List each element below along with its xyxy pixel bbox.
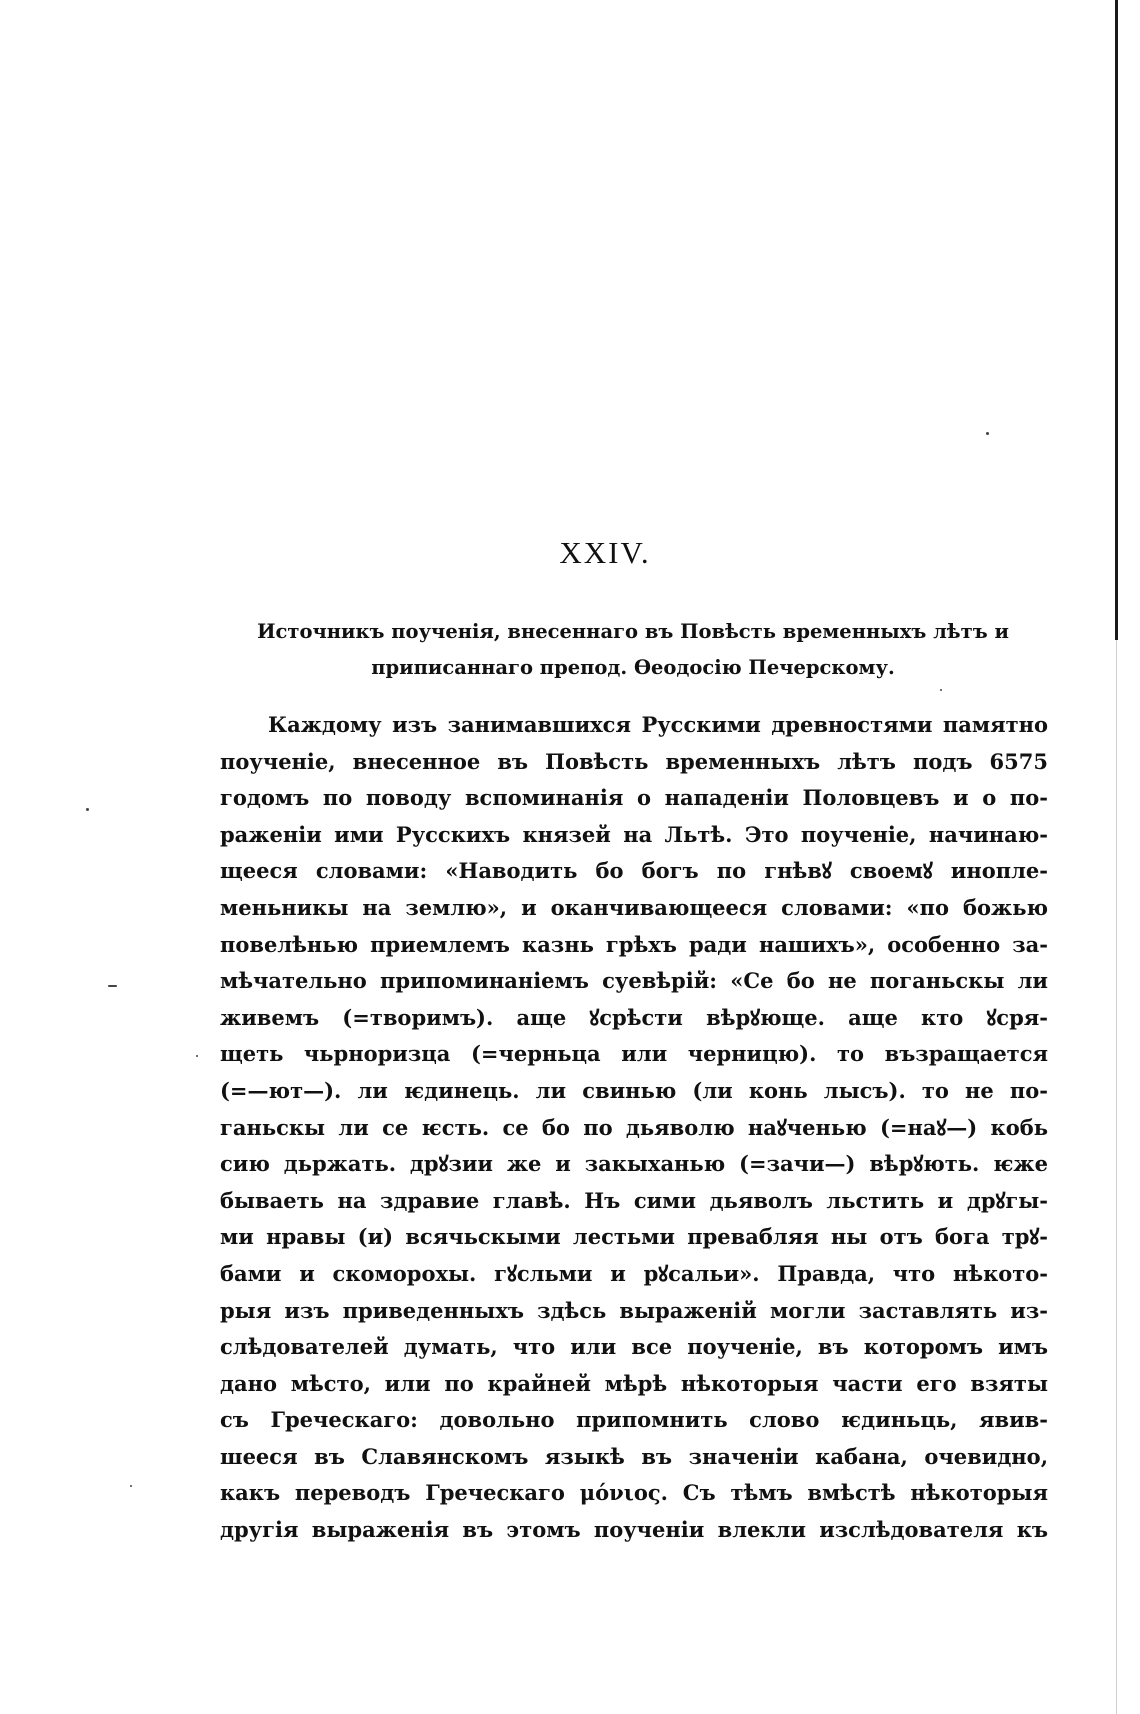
page-edge-shadow-lower: [1116, 640, 1117, 1714]
body-line: другія выраженія въ этомъ поученіи влекли изслѣдователя къ: [220, 1517, 1048, 1543]
body-line: раженіи ими Русскихъ князей на Льтѣ. Это поученіе, начинаю-: [220, 821, 1048, 847]
scan-speck: [940, 689, 942, 691]
body-line: (=—ют—). ли ѥдинець. ли свинью (ли конь лысъ). то не по-: [220, 1077, 1048, 1103]
body-line: сию дьржать. дрꙋзии же и закыханью (=зачи—) вѣрꙋють. ѥже: [220, 1151, 1048, 1177]
body-line: бами и скоморохы. гꙋсльми и рꙋсальи». Правда, что нѣкото-: [220, 1260, 1048, 1286]
body-line: шееся въ Славянскомъ языкѣ въ значеніи кабана, очевидно,: [220, 1443, 1048, 1469]
body-line: мѣчательно припоминаніемъ суевѣрій: «Се бо не поганьскы ли: [220, 968, 1048, 994]
body-line: живемъ (=творимъ). аще ꙋсрѣсти вѣрꙋюще. аще кто ꙋсря-: [220, 1004, 1048, 1030]
body-line: щееся словами: «Наводить бо богъ по гнѣвꙋ своемꙋ иноплe-: [220, 858, 1048, 884]
body-text: [220, 707, 1048, 1549]
body-line: дано мѣсто, или по крайней мѣрѣ нѣкоторыя части его взяты: [220, 1370, 1048, 1396]
scan-speck: [108, 985, 117, 987]
body-line: ганьскы ли се ѥсть. се бо по дьяволю наꙋченью (=наꙋ—) кобь: [220, 1114, 1048, 1140]
body-line: съ Греческаго: довольно припомнить слово ѥдиньць, явив-: [220, 1407, 1048, 1433]
chapter-number: XXIV.: [559, 535, 651, 570]
chapter-title: Источникъ поученія, внесеннаго въ Повѣсть временныхъ лѣтъ и приписаннаго препод. Ѳеодосію Печерскому.: [257, 620, 1009, 679]
body-line: годомъ по поводу вспоминанія о нападеніи Половцевъ и о по-: [220, 785, 1048, 811]
scan-speck: [986, 432, 989, 435]
body-line: слѣдователей думать, что или все поученіе, въ которомъ имъ: [220, 1334, 1048, 1360]
body-line: поученіе, внесенное въ Повѣсть временныхъ лѣтъ подъ 6575: [220, 748, 1048, 774]
body-line: повелѣнью приемлемъ казнь грѣхъ ради нашихъ», особенно за-: [220, 931, 1048, 957]
scan-speck: [130, 1485, 132, 1487]
body-line: какъ переводъ Греческаго μόνιος. Съ тѣмъ вмѣстѣ нѣкоторыя: [220, 1480, 1048, 1506]
body-line: бываеть на здравие главѣ. Нъ сими дьяволъ льстить и дрꙋгы-: [220, 1187, 1048, 1213]
scan-speck: [86, 808, 89, 811]
body-line: Каждому изъ занимавшихся Русскими древностями памятно: [268, 712, 1048, 737]
scan-speck: [196, 1055, 198, 1057]
body-line: меньникы на землю», и оканчивающееся словами: «по божью: [220, 894, 1048, 920]
body-line: рыя изъ приведенныхъ здѣсь выраженій могли заставлять из-: [220, 1297, 1048, 1323]
body-line: ми нравы (и) всячьскыми лестьми превабляя ны отъ бога трꙋ-: [220, 1224, 1048, 1250]
body-line: щеть чьрноризца (=черньца или черницю). то възращается: [220, 1041, 1048, 1067]
